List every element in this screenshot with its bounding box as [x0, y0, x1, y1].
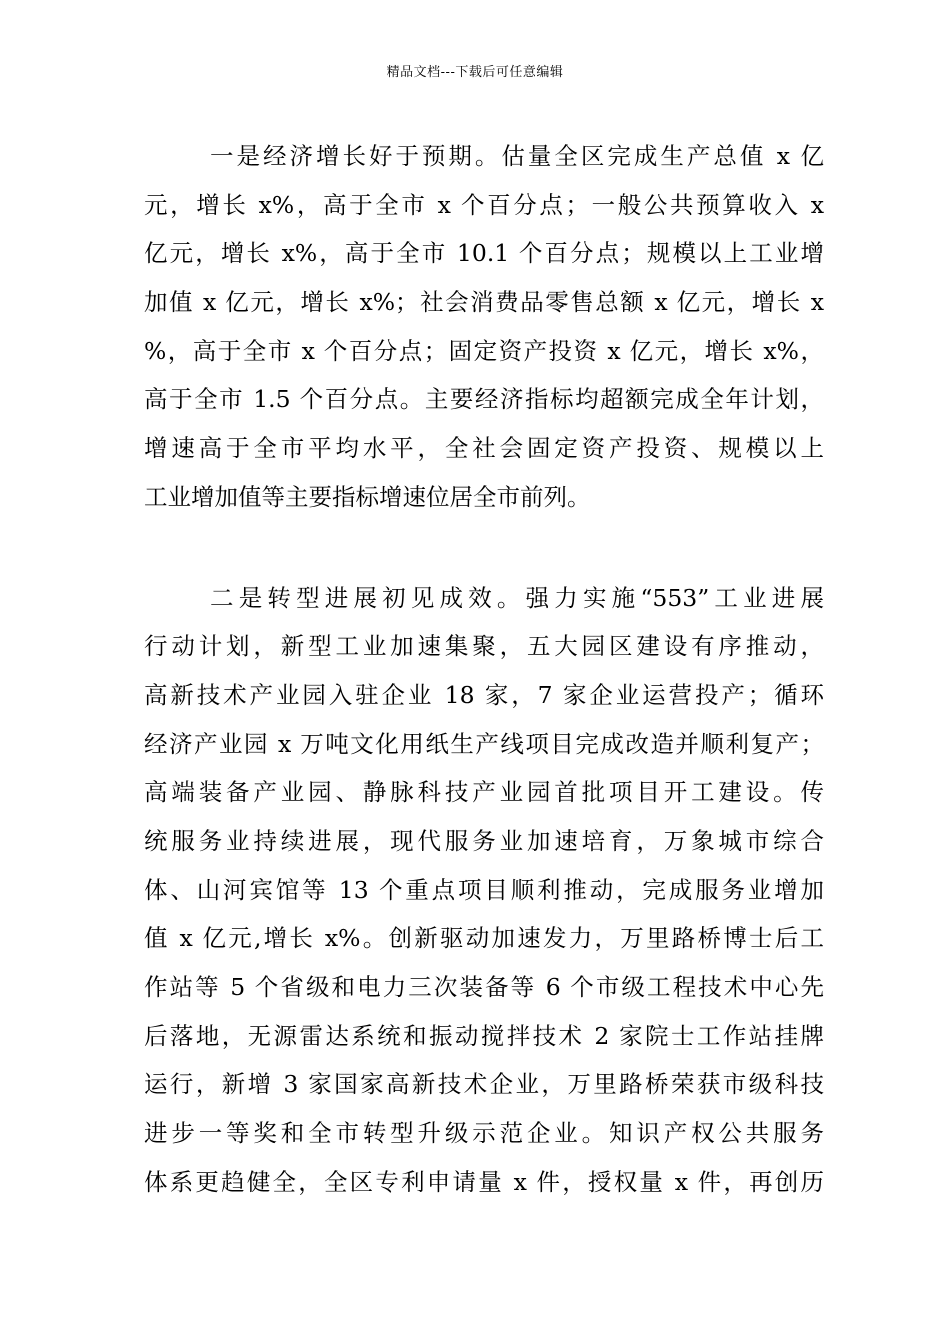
text-line: %，高于全市 x 个百分点；固定资产投资 x 亿元，增长 x%，: [144, 336, 824, 365]
text-line: 行动计划，新型工业加速集聚，五大园区建设有序推动，: [144, 632, 824, 661]
text-line: 二是转型进展初见成效。强力实施“553”工业进展: [210, 583, 824, 612]
text-line: 工业增加值等主要指标增速位居全市前列。: [144, 482, 591, 511]
document-body: [144, 132, 824, 1206]
text-line: 增速高于全市平均水平，全社会固定资产投资、规模以上: [144, 434, 824, 463]
text-line: 统服务业持续进展，现代服务业加速培育，万象城市综合: [144, 826, 824, 855]
text-line: 后落地，无源雷达系统和振动搅拌技术 2 家院士工作站挂牌: [144, 1021, 824, 1050]
text-line: 亿元，增长 x%，高于全市 10.1 个百分点；规模以上工业增: [144, 239, 824, 268]
text-line: 高新技术产业园入驻企业 18 家，7 家企业运营投产；循环: [144, 680, 824, 709]
text-line: 体、山河宾馆等 13 个重点项目顺利推动，完成服务业增加: [144, 875, 824, 904]
text-line: 运行，新增 3 家国家高新技术企业，万里路桥荣获市级科技: [144, 1070, 824, 1099]
text-line: 元，增长 x%，高于全市 x 个百分点；一般公共预算收入 x: [144, 190, 824, 219]
paragraph-transformation: [144, 574, 824, 1207]
text-line: 值 x 亿元,增长 x%。创新驱动加速发力，万里路桥博士后工: [144, 924, 824, 953]
paragraph-economic-growth: [144, 132, 824, 522]
text-line: 一是经济增长好于预期。估量全区完成生产总值 x 亿: [210, 142, 824, 170]
text-line: 高于全市 1.5 个百分点。主要经济指标均超额完成全年计划，: [144, 385, 824, 414]
page-header: 精品文档---下载后可任意编辑: [386, 65, 564, 80]
text-line: 加值 x 亿元，增长 x%；社会消费品零售总额 x 亿元，增长 x: [144, 288, 824, 317]
text-line: 高端装备产业园、静脉科技产业园首批项目开工建设。传: [144, 778, 824, 807]
text-line: 经济产业园 x 万吨文化用纸生产线项目完成改造并顺利复产；: [144, 729, 824, 758]
text-line: 进步一等奖和全市转型升级示范企业。知识产权公共服务: [144, 1119, 824, 1148]
paragraph-spacer: [144, 522, 824, 574]
text-line: 体系更趋健全，全区专利申请量 x 件，授权量 x 件，再创历: [144, 1167, 824, 1196]
text-line: 作站等 5 个省级和电力三次装备等 6 个市级工程技术中心先: [144, 973, 824, 1001]
